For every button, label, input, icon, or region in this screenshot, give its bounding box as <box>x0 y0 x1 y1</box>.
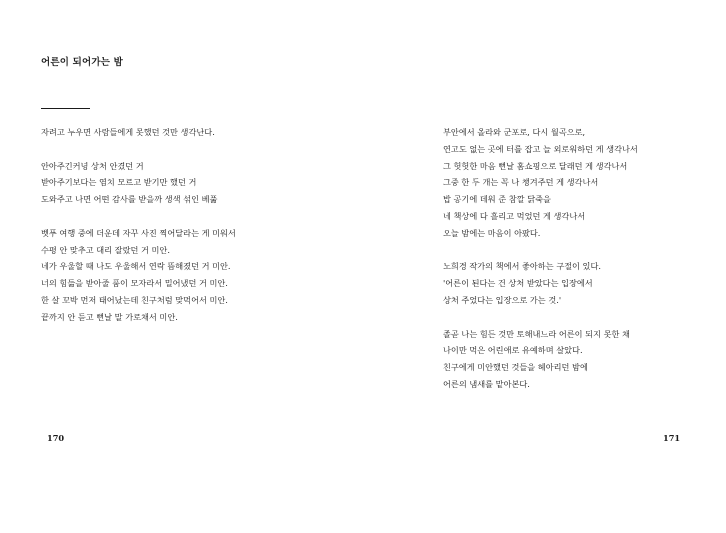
text-line: 오늘 밤에는 마음이 아팠다. <box>443 227 541 238</box>
left-page-body <box>41 124 341 326</box>
text-line: 네가 우울할 때 나도 우울해서 연락 뜸해졌던 거 미안. <box>41 261 231 272</box>
stanza-gap <box>443 309 703 326</box>
text-line: 나이만 먹은 어린애로 유예하며 살았다. <box>443 345 583 356</box>
stanza-gap <box>41 208 341 225</box>
text-line: 받아주기보다는 염치 모르고 받기만 했던 거 <box>41 177 197 188</box>
text-line: 안아주긴커녕 상처 안겼던 거 <box>41 160 144 171</box>
text-line: 자려고 누우면 사람들에게 못했던 것만 생각난다. <box>41 127 215 137</box>
text-line: 졸곧 나는 힘든 것만 토해내느라 어른이 되지 못한 채 <box>443 328 630 339</box>
page-number-right: 171 <box>663 433 681 443</box>
chapter-title: 어른이 되어가는 밤 <box>41 57 124 68</box>
text-line: 너의 힘듦을 받아줄 품이 모자라서 밀어냈던 거 미안. <box>41 278 228 289</box>
text-line: 벳푸 여행 중에 더운데 자꾸 사진 찍어달라는 게 미워서 <box>41 227 236 238</box>
text-line: 한 살 꼬박 먼저 태어났는데 친구처럼 맞먹어서 미안. <box>41 294 228 305</box>
stanza-gap <box>41 141 341 158</box>
text-line: 부안에서 올라와 군포로, 다시 월곡으로, <box>443 127 586 137</box>
text-line: 끝까지 안 듣고 뻔날 말 가로채서 미안. <box>41 311 178 322</box>
text-line: 도와주고 나면 어떤 감사를 받을까 생색 섞인 베풂 <box>41 194 218 205</box>
text-line: 노희경 작가의 책에서 좋아하는 구절이 있다. <box>443 261 601 272</box>
text-line: 수평 안 맞추고 대리 잘랐던 거 미안. <box>41 244 170 255</box>
text-line: 어른의 냄새를 맡아본다. <box>443 378 530 389</box>
text-line: 밥 공기에 데워 준 참깔 닭죽을 <box>443 194 551 205</box>
text-line: 그 헛헛한 마음 뻔날 홈쇼핑으로 달래던 게 생각나서 <box>443 160 628 171</box>
stanza-gap <box>443 242 703 259</box>
right-page-body <box>443 124 703 393</box>
text-line: 그중 한 두 개는 꼭 나 챙겨주던 게 생각나서 <box>443 177 599 188</box>
title-rule <box>41 108 90 109</box>
text-line: 연고도 없는 곳에 터를 잡고 늘 외로워하던 게 생각나서 <box>443 143 638 154</box>
text-line: 상처 주었다는 입장으로 가는 것.' <box>443 294 562 305</box>
page-number-left: 170 <box>47 433 65 443</box>
text-line: 친구에게 미안했던 것들을 헤아리던 밤에 <box>443 362 588 373</box>
text-line: 네 책상에 다 흘리고 먹었던 게 생각나서 <box>443 210 586 221</box>
text-line: '어른이 된다는 건 상처 받았다는 입장에서 <box>443 278 593 289</box>
